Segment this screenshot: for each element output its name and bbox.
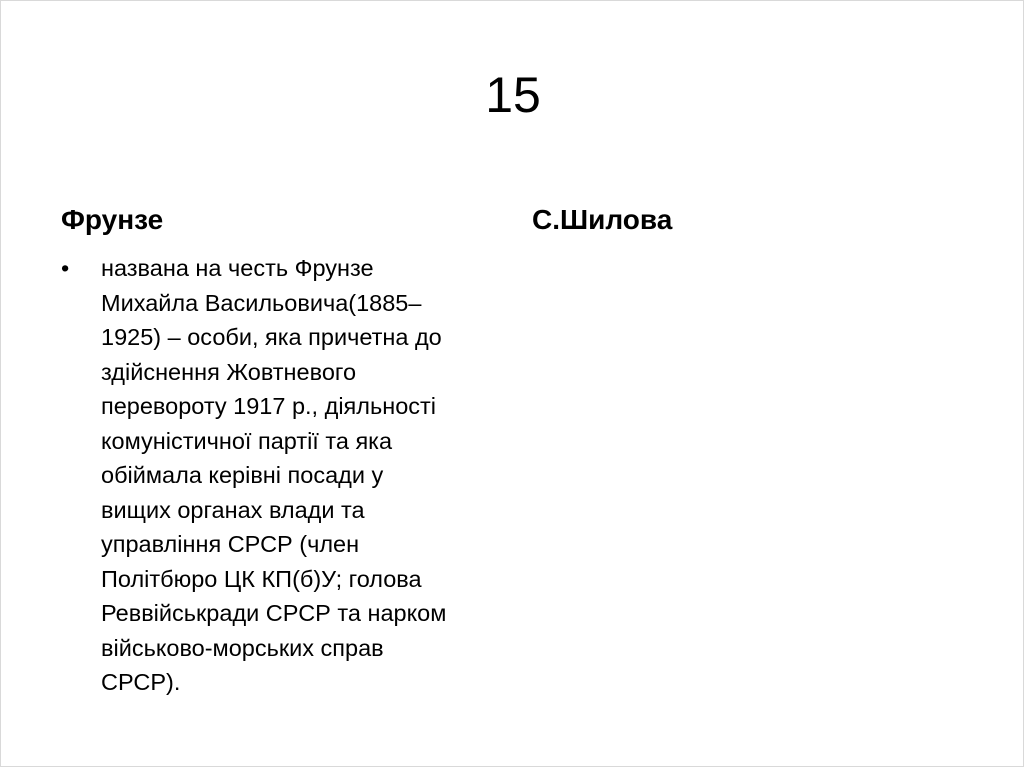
slide-title: 15 — [485, 67, 541, 123]
right-column-heading: С.Шилова — [532, 204, 673, 235]
left-column-heading: Фрунзе — [61, 204, 164, 235]
bullet-text: названа на честь Фрунзе Михайла Васильовича(1885– 1925) – особи, яка причетна до здійснення Жовтневого перевороту 1917 р., діяльності комуністичної партії та яка обіймала керівні посади у вищих органах влади та управління СРСР (член Політбюро ЦК КП(б)У; голова Реввійськради СРСР та нарком військово-морських справ СРСР). — [101, 255, 447, 695]
bullet-list — [61, 251, 501, 700]
bullet-item — [61, 251, 501, 700]
bullet-marker-icon: • — [61, 255, 70, 281]
